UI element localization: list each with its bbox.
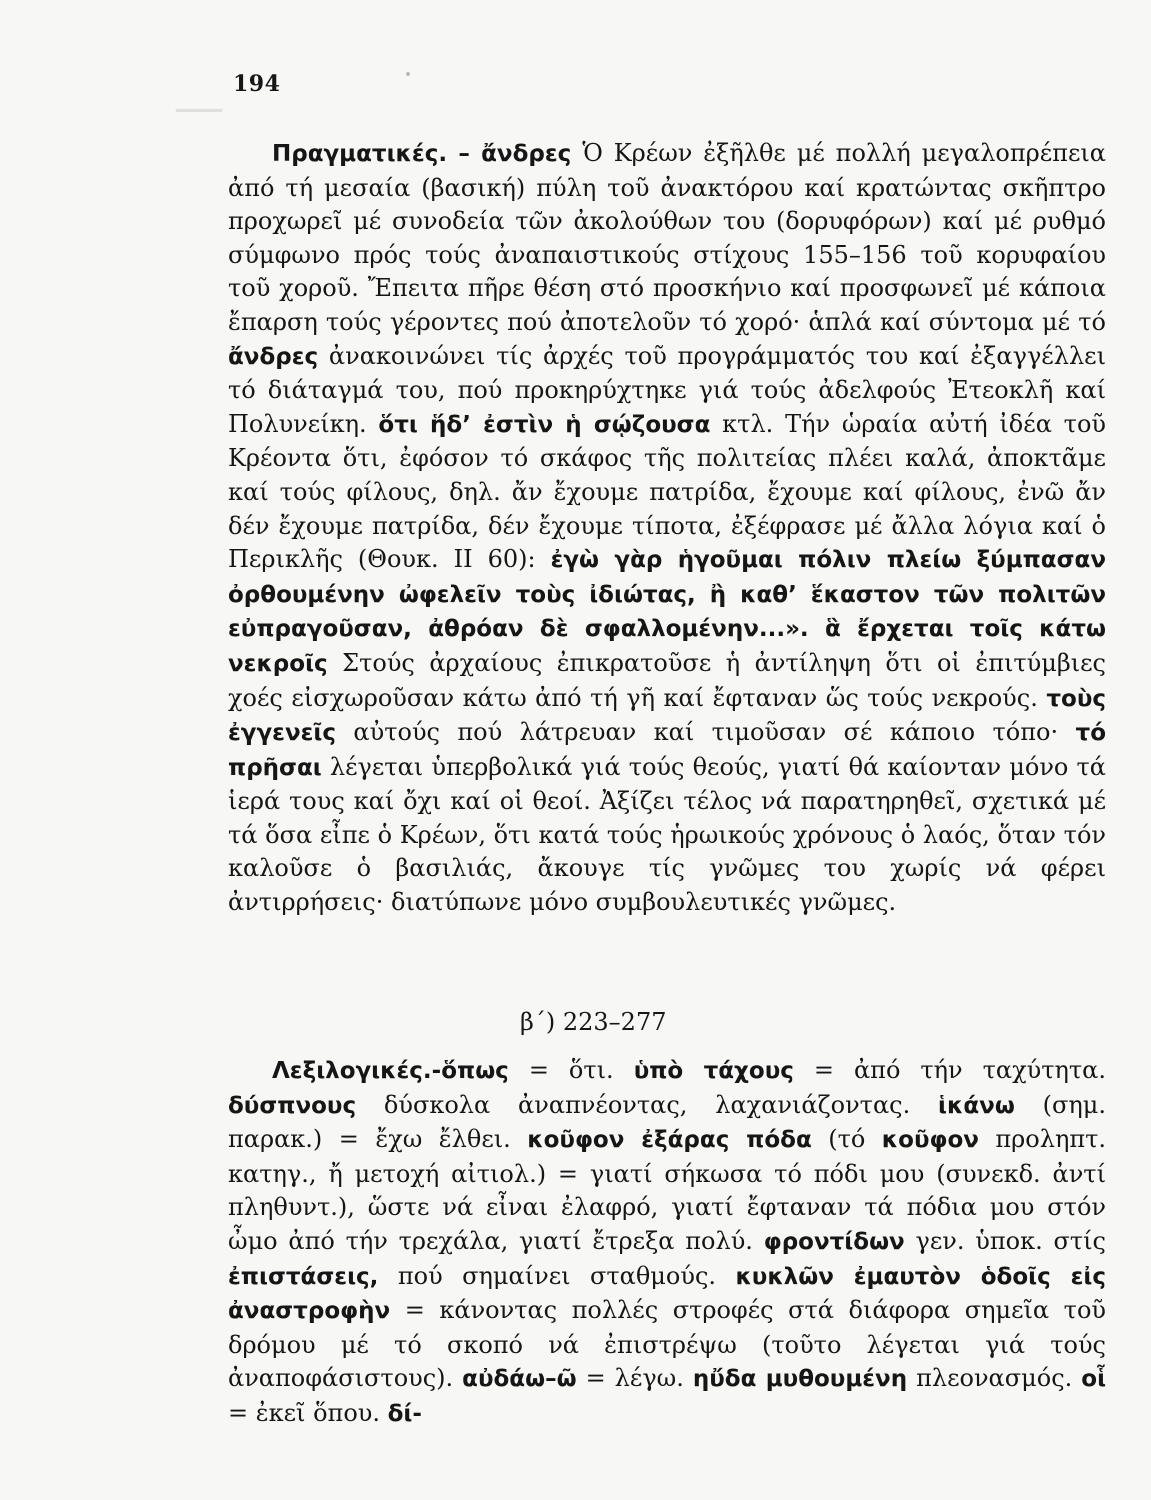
run-1: Ὁ Κρέων ἐξῆλθε μέ πολλή μεγαλοπρέπεια ἀπό τή μεσαία (βασική) πύλη τοῦ ἀνακτόρου καί κρατώντας σκῆπτρο προχωρεῖ μέ συνοδεία τῶν ἀκολούθων του (δορυφόρων) καί μέ ρυθμό σύμφωνο πρός τούς ἀναπαιστικούς στίχους 155–156 τοῦ κορυφαίου τοῦ χοροῦ. Ἔπειτα πῆρε θέση στό προσκήνιο καί προσφωνεῖ μέ κάποια ἔπαρση τούς γέροντες πού ἀποτελοῦν τό χορό· ἁπλά καί σύντομα μέ τό [228,139,1106,336]
run-8: τοὺς ἐγγενεῖς [228,685,1106,747]
run-2: ὑπὸ τάχους [633,1058,794,1084]
run-3: ἀνακοινώνει τίς ἀρχές τοῦ προγράμματός του καί ἐξαγγέλλει τό διάταγμά του, πού προκηρύχτηκε γιά τούς ἀδελφούς Ἐτεοκλῆ καί Πολυνείκη. [228,341,1106,438]
run-4: δύσπνους [228,1092,357,1119]
run-17: = κάνοντας πολλές στροφές στά διάφορα σημεῖα τοῦ δρόμου μέ τό σκοπό νά ἐπιστρέψω (τοῦτο λέγεται γιά τούς ἀναποφάσιστους). [228,1296,1106,1393]
run-10: τό πρῆσαι [228,720,1106,781]
run-13: γεν. ὑποκ. στίς [904,1226,1106,1255]
run-4: ὅτι ἥδ’ ἐστὶν ἡ σῴζουσα [378,411,711,438]
run-23: = ἐκεῖ ὅπου. [228,1398,388,1427]
run-22: οἷ [1081,1366,1107,1393]
scan-speck [406,72,410,76]
run-2: ἄνδρες [228,343,319,370]
run-16: κυκλῶν ἐμαυτὸν ὁδοῖς εἰς ἀναστροφὴν [228,1263,1106,1325]
run-20: ηὔδα μυθουμένη [692,1366,908,1393]
run-5: δύσκολα ἀναπνέοντας, λαχανιάζοντας. [356,1090,939,1119]
run-8: κοῦφον ἐξάρας πόδα [527,1127,812,1154]
paragraph-commentary-pragmatikes [228,137,1106,920]
run-6: ἐγὼ γὰρ ἡγοῦμαι πόλιν πλείω ξύμπασαν ὀρθουμένην ὠφελεῖν τοὺς ἰδιώτας, ἢ καθ’ ἕκαστον τῶν πολιτῶν εὐπραγοῦσαν, ἀθρόαν δὲ σφαλλομένην...». ἃ ἔρχεται τοῖς κάτω νεκροῖς [228,547,1106,677]
paragraph-lexilogikes [228,1054,1106,1432]
run-9: (τό [811,1125,882,1154]
run-0: Πραγματικές. – ἄνδρες [272,141,572,167]
run-3: = ἀπό τήν ταχύτητα. [793,1056,1107,1084]
run-24: δί- [387,1400,422,1427]
section-heading: β΄) 223–277 [520,1008,667,1036]
run-15: πού σημαίνει σταθμούς. [378,1261,736,1290]
run-7: Στούς ἀρχαίους ἐπικρατοῦσε ἡ ἀντίληψη ὅτι οἱ ἐπιτύμβιες χοές εἰσχωροῦσαν κάτω ἀπό τή γῆ καί ἔφταναν ὥς τούς νεκρούς. [228,648,1106,712]
run-5: κτλ. Τήν ὡραία αὐτή ἰδέα τοῦ Κρέοντα ὅτι, ἐφόσον τό σκάφος τῆς πολιτείας πλέει καλά, ἀποκτᾶμε καί τούς φίλους, δηλ. ἄν ἔχουμε πατρίδα, ἔχουμε καί φίλους, ἐνῶ ἄν δέν ἔχουμε πατρίδα, δέν ἔχουμε τίποτα, ἐξέφρασε μέ ἄλλα λόγια καί ὁ Περικλῆς (Θουκ. ΙΙ 60): [228,409,1107,574]
run-0: Λεξιλογικές.-ὅπως [272,1058,509,1084]
run-18: αὐδάω–ῶ [462,1366,577,1393]
run-9: αὐτούς πού λάτρευαν καί τιμοῦσαν σέ κάποιο τόπο· [336,718,1076,747]
run-1: = ὅτι. [508,1056,634,1084]
run-10: κοῦφον [881,1127,979,1154]
run-11: λέγεται ὑπερβολικά γιά τούς θεούς, γιατί θά καίονταν μόνο τά ἱερά τους καί ὄχι καί οἱ θεοί. Ἀξίζει τέλος νά παρατηρηθεῖ, σχετικά μέ τά ὅσα εἶπε ὁ Κρέων, ὅτι κατά τούς ἡρωικούς χρόνους ὁ λαός, ὅταν τόν καλοῦσε ὁ βασιλιάς, ἄκουγε τίς γνῶμες του χωρίς νά φέρει ἀντιρρήσεις· διατύπωνε μόνο συμβουλευτικές γνῶμες. [228,752,1106,917]
run-19: = λέγω. [576,1364,693,1393]
run-6: ἱκάνω [938,1092,1015,1119]
bleed-through-text: ▁▁▁ [176,88,223,112]
run-21: πλεονασμός. [907,1364,1082,1393]
run-11: προληπτ. κατηγ., ἤ μετοχή αἰτιολ.) = γιατί σήκωσα τό πόδι μου (συνεκδ. ἀντί πληθυντ.), ὥστε νά εἶναι ἐλαφρό, γιατί ἔφταναν τά πόδια μου στόν ὦμο ἀπό τήν τρεχάλα, γιατί ἔτρεξα πολύ. [228,1125,1107,1255]
page-number: 194 [233,71,281,97]
run-14: ἐπιστάσεις, [228,1263,379,1290]
run-12: φροντίδων [763,1228,905,1255]
run-7: (σημ. παρακ.) = ἔχω ἔλθει. [228,1090,1106,1154]
